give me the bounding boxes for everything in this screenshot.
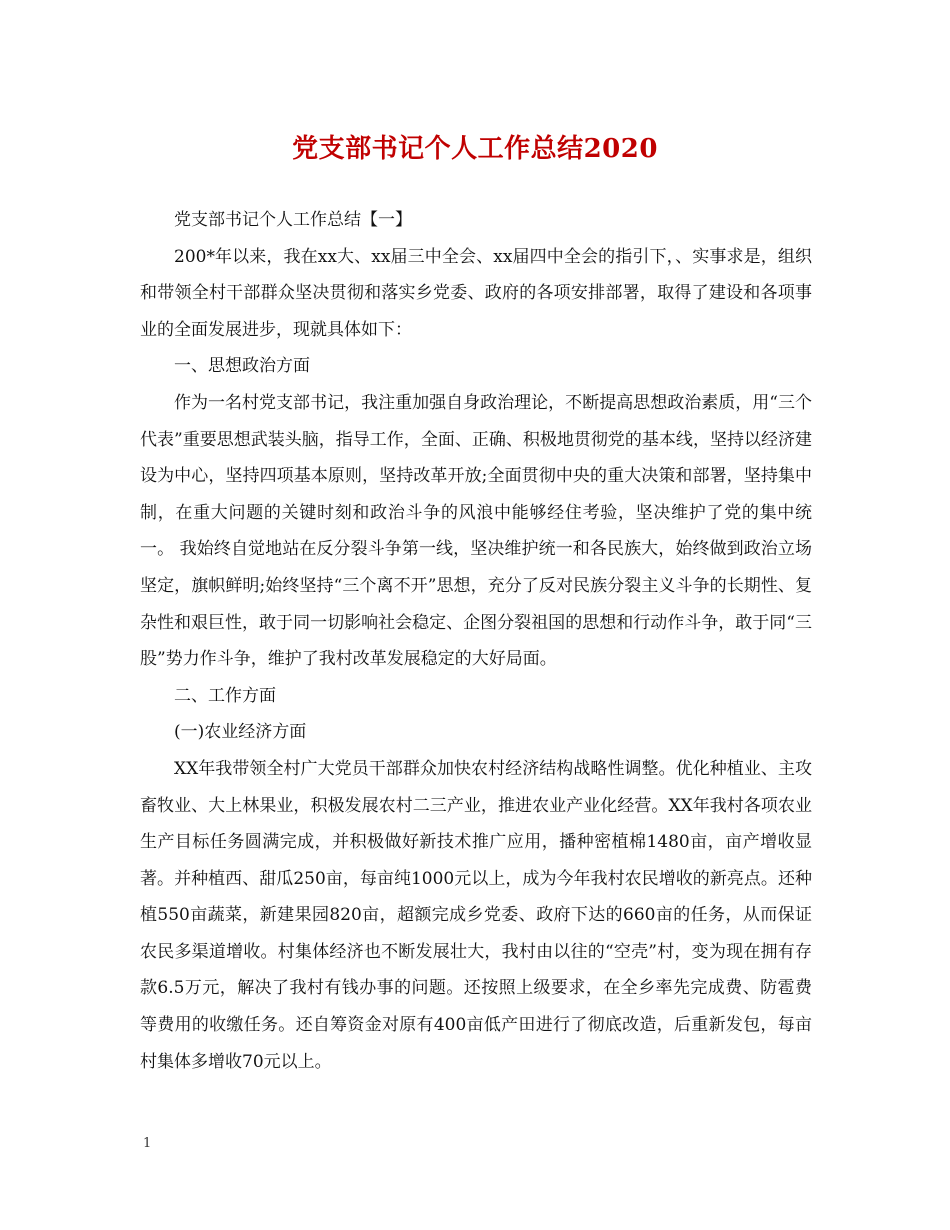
paragraph-intro: 200*年以来，我在xx大、xx届三中全会、xx届四中全会的指引下，、实事求是，组织和带领全村干部群众坚决贯彻和落实乡党委、政府的各项安排部署，取得了建设和各项事业的全面发展进步，现就具体如下： <box>140 246 812 340</box>
document-title: 党支部书记个人工作总结2020 <box>292 134 658 164</box>
paragraph-ideology: 作为一名村党支部书记，我注重加强自身政治理论，不断提高思想政治素质，用“三个代表”重要思想武装头脑，指导工作，全面、正确、积极地贯彻党的基本线，坚持以经济建设为中心，坚持四项基本原则，坚持改革开放;全面贯彻中央的重大决策和部署，坚持集中制，在重大问题的关键时刻和政治斗争的风浪中能够经住考验，坚决维护了党的集中统一。 我始终自觉地站在反分裂斗争第一线，坚决维护统一和各民族大，始终做到政治立场坚定，旗帜鲜明;始终坚持“三个离不开”思想，充分了反对民族分裂主义斗争的长期性、复杂性和艰巨性，敢于同一切影响社会稳定、企图分裂祖国的思想和行动作斗争，敢于同“三股”势力作斗争，维护了我村改革发展稳定的大好局面。 <box>140 392 812 670</box>
paragraph-section-heading: 党支部书记个人工作总结【一】 <box>174 210 412 230</box>
paragraph-heading-ideology: 一、思想政治方面 <box>174 356 310 377</box>
paragraph-heading-work: 二、工作方面 <box>174 685 276 706</box>
page-number: 1 <box>143 1136 152 1151</box>
document-body <box>140 202 812 1080</box>
paragraph-heading-agriculture: (一)农业经济方面 <box>174 722 307 743</box>
paragraph-agriculture: XX年我带领全村广大党员干部群众加快农村经济结构战略性调整。优化种植业、主攻畜牧业、大上林果业，积极发展农村二三产业，推进农业产业化经营。XX年我村各项农业生产目标任务圆满完成，并积极做好新技术推广应用，播种密植棉1480亩，亩产增收显著。并种植西、甜瓜250亩，每亩纯1000元以上，成为今年我村农民增收的新亮点。还种植550亩蔬菜，新建果园820亩，超额完成乡党委、政府下达的660亩的任务，从而保证农民多渠道增收。村集体经济也不断发展壮大，我村由以往的“空壳”村，变为现在拥有存款6.5万元，解决了我村有钱办事的问题。还按照上级要求，在全乡率先完成费、防雹费等费用的收缴任务。还自筹资金对原有400亩低产田进行了彻底改造，后重新发包，每亩村集体多增收70元以上。 <box>140 758 812 1072</box>
